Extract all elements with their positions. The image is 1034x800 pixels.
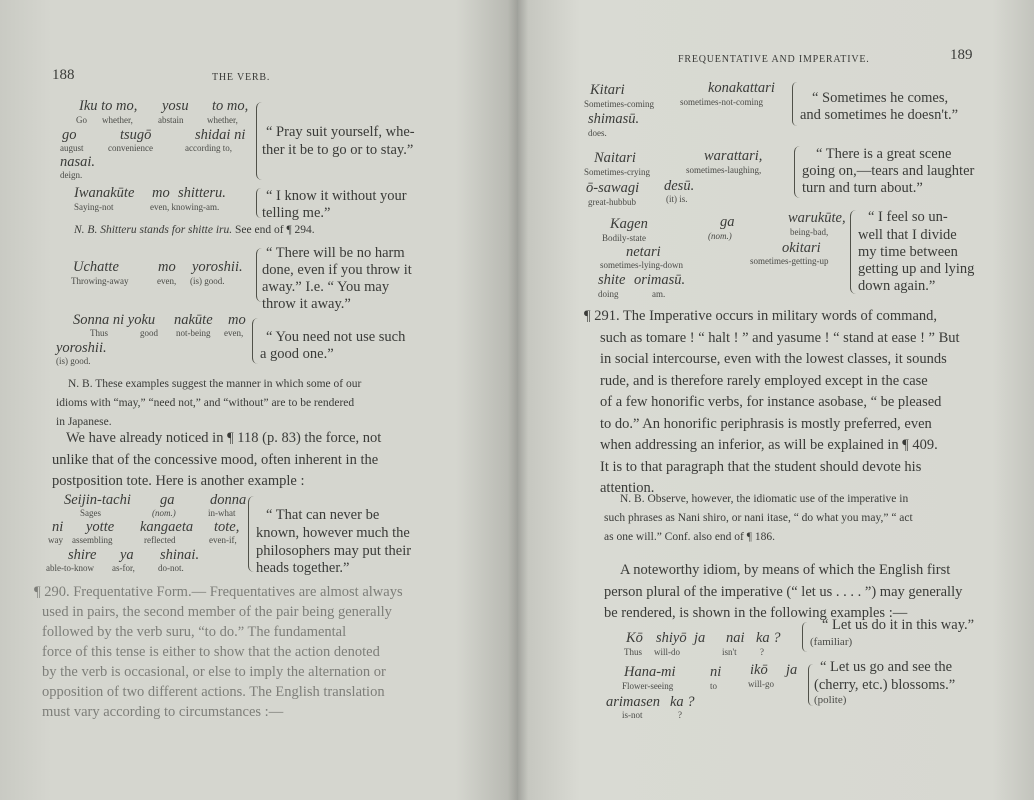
jp-word: ka ? — [670, 694, 695, 710]
jp-word: ni — [52, 519, 64, 535]
translation-line: “ You need not use such — [266, 329, 406, 345]
paragraph-line: postposition tote. Here is another example : — [52, 473, 305, 489]
paragraph-line: ¶ 291. The Imperative occurs in military words of command, — [584, 308, 938, 324]
gloss-word: Sometimes-coming — [584, 99, 654, 109]
jp-word: mo — [158, 259, 176, 275]
gloss-word: according to, — [185, 143, 232, 153]
paragraph-291-imperative — [584, 306, 1004, 500]
gloss-word: august — [60, 143, 84, 153]
translation-line: heads together.” — [256, 560, 350, 576]
translation-line: (cherry, etc.) blossoms.” — [814, 677, 956, 693]
running-head: FREQUENTATIVE AND IMPERATIVE. — [678, 54, 870, 65]
paragraph-line: in social intercourse, even with the lowest classes, it sounds — [600, 351, 947, 367]
paragraph-concessive — [52, 428, 452, 493]
gloss-word: way — [48, 535, 63, 545]
translation-line: throw it away.” — [262, 296, 351, 312]
gloss-word: deign. — [60, 170, 83, 180]
jp-word: orimasū. — [634, 272, 686, 288]
gloss-word: will-go — [748, 679, 774, 689]
gloss-word: Flower-seeing — [622, 681, 674, 691]
gloss-word: whether, — [207, 115, 238, 125]
translation-line: turn and turn about.” — [802, 180, 923, 196]
translation-line: and sometimes he doesn't.” — [800, 107, 959, 123]
gloss-word: does. — [588, 128, 607, 138]
gloss-word: reflected — [144, 535, 176, 545]
translation-line: “ There is a great scene — [816, 146, 952, 162]
gloss-word: Thus — [90, 328, 108, 338]
jp-word: ja — [786, 662, 798, 678]
translation-line: a good one.” — [260, 346, 334, 362]
gloss-word: in-what — [208, 508, 236, 518]
translation-line: ther it be to go or to stay.” — [262, 142, 414, 158]
translation-line: philosophers may put their — [256, 543, 412, 559]
paragraph-line: rude, and is therefore rarely employed except in the case — [600, 372, 928, 389]
paragraph-line: person plural of the imperative (“ let us . . . . ”) may generally — [604, 583, 963, 600]
jp-word: Naitari — [594, 150, 636, 166]
jp-word: ō-sawagi — [586, 180, 640, 196]
gloss-word: sometimes-lying-down — [600, 260, 683, 270]
paragraph-line: A noteworthy idiom, by means of which the English first — [620, 562, 951, 578]
translation-line: telling me.” — [262, 205, 331, 221]
jp-word: donna — [210, 492, 247, 508]
gloss-word: as-for, — [112, 563, 135, 573]
jp-word: ni — [710, 664, 722, 680]
gloss-word: (nom.) — [152, 508, 176, 518]
page-number: 189 — [950, 47, 973, 63]
jp-word: Uchatte — [73, 259, 119, 275]
paragraph-line: of a few honorific verbs, for instance asobase, “ be pleased — [600, 394, 942, 410]
gloss-word: even, knowing-am. — [150, 202, 220, 212]
gloss-word: convenience — [108, 143, 153, 153]
gloss-word: Go — [76, 115, 87, 125]
paragraph-line: attention. — [600, 480, 655, 496]
jp-word: shire — [68, 547, 97, 563]
gloss-word: do-not. — [158, 563, 184, 573]
jp-word: ga — [720, 214, 735, 230]
translation-line: away.” I.e. “ You may — [262, 279, 390, 295]
jp-word: Sonna ni yoku — [73, 312, 156, 328]
gloss-word: even, — [224, 328, 244, 338]
gloss-word: even, — [157, 276, 177, 286]
translation-line: “ That can never be — [266, 507, 380, 523]
gloss-word: is-not — [622, 710, 643, 720]
brace — [252, 318, 258, 364]
gloss-word: Sometimes-crying — [584, 167, 650, 177]
paragraph-line: followed by the verb suru, “to do.” The fundamental — [42, 624, 347, 640]
note-line: N. B. Observe, however, the idiomatic use of the imperative in — [620, 493, 909, 505]
jp-word: Iwanakūte — [74, 185, 135, 201]
jp-word: yosu — [162, 98, 189, 114]
brace — [850, 210, 856, 294]
jp-word: mo — [228, 312, 246, 328]
gloss-word: (is) good. — [190, 276, 225, 286]
paragraph-line: ¶ 290. Frequentative Form.— Frequentatives are almost always — [34, 584, 403, 600]
gloss-word: Throwing-away — [71, 276, 129, 286]
note-text: Shitteru stands for shitte iru. — [100, 224, 233, 236]
jp-word: Kagen — [610, 216, 648, 232]
note-examples — [56, 375, 446, 432]
gloss-word: being-bad, — [790, 227, 829, 237]
note-label: N. B. — [74, 224, 98, 236]
gloss-word: isn't — [722, 647, 737, 657]
jp-word: arimasen — [606, 694, 660, 710]
paragraph-line: unlike that of the concessive mood, often inherent in the — [52, 451, 379, 468]
jp-word: tote, — [214, 519, 240, 535]
gloss-word: abstain — [158, 115, 184, 125]
translation-line: my time between — [858, 244, 958, 260]
jp-word: ikō — [750, 662, 768, 678]
jp-word: Hana-mi — [624, 664, 676, 680]
jp-word: Kitari — [590, 82, 625, 98]
jp-word: warukūte, — [788, 210, 846, 226]
paragraph-line: force of this tense is either to show that the action denoted — [42, 644, 380, 660]
paragraph-line: It is to that paragraph that the student should devote his — [600, 458, 922, 475]
jp-word: desū. — [664, 178, 695, 194]
gloss-word: assembling — [72, 535, 113, 545]
jp-word: nakūte — [174, 312, 213, 328]
gloss-word: ? — [678, 710, 682, 720]
note-line: such phrases as Nani shiro, or nani itase, “ do what you may,” “ act — [604, 512, 913, 524]
jp-word: okitari — [782, 240, 821, 256]
brace — [794, 146, 800, 198]
translation-line: getting up and lying — [858, 261, 975, 277]
translation-line: down again.” — [858, 278, 936, 294]
register-label: (polite) — [814, 694, 847, 706]
paragraph-line: must vary according to circumstances :— — [42, 704, 284, 720]
gloss-word: able-to-know — [46, 563, 94, 573]
paragraph-line: to do.” An honorific periphrasis is mostly preferred, even — [600, 415, 932, 432]
gloss-word: Sages — [80, 508, 101, 518]
jp-word: shite — [598, 272, 626, 288]
paragraph-line: such as tomare ! “ halt ! ” and yasume ! “ stand at ease ! ” But — [600, 329, 960, 346]
translation-line: “ Sometimes he comes, — [812, 90, 949, 106]
gloss-word: doing — [598, 289, 619, 299]
note-idiomatic-imperative — [604, 490, 1004, 547]
jp-word: go — [62, 127, 77, 143]
jp-word: netari — [626, 244, 661, 260]
jp-word: Kō — [626, 630, 643, 646]
gloss-word: sometimes-laughing, — [686, 165, 762, 175]
paragraph-line: used in pairs, the second member of the pair being generally — [42, 604, 392, 620]
gloss-word: sometimes-not-coming — [680, 97, 763, 107]
note-line: N. B. These examples suggest the manner in which some of our — [68, 378, 362, 390]
jp-word: Iku to mo, — [79, 98, 138, 114]
paragraph-290-frequentative — [34, 582, 444, 722]
translation-line: “ Let us go and see the — [820, 659, 953, 675]
note-line: in Japanese. — [56, 416, 112, 428]
paragraph-line: We have already noticed in ¶ 118 (p. 83) the force, not — [66, 430, 382, 446]
translation-line: well that I divide — [858, 227, 957, 243]
jp-word: shidai ni — [195, 127, 246, 143]
jp-word: yotte — [86, 519, 115, 535]
paragraph-let-us-idiom — [604, 560, 1004, 625]
gloss-word: am. — [652, 289, 666, 299]
brace — [256, 188, 261, 218]
jp-word: shitteru. — [178, 185, 226, 201]
jp-word: ga — [160, 492, 175, 508]
brace — [248, 496, 254, 572]
jp-word: nasai. — [60, 154, 96, 170]
paragraph-line: be rendered, is shown in the following examples :— — [604, 605, 908, 621]
jp-word: konakattari — [708, 80, 775, 96]
jp-word: ya — [120, 547, 134, 563]
paragraph-line: by the verb is occasional, or else to imply the alternation or — [42, 664, 386, 680]
gloss-word: great-hubbub — [588, 197, 636, 207]
translation-line: “ I know it without your — [266, 188, 407, 204]
translation-line: done, even if you throw it — [262, 262, 412, 278]
gloss-word: (nom.) — [708, 231, 732, 241]
jp-word: warattari, — [704, 148, 763, 164]
jp-word: nai — [726, 630, 745, 646]
jp-word: mo — [152, 185, 170, 201]
jp-word: shinai. — [160, 547, 200, 563]
gloss-word: Saying-not — [74, 202, 114, 212]
gloss-word: Bodily-state — [602, 233, 646, 243]
jp-word: kangaeta — [140, 519, 194, 535]
jp-word: Seijin-tachi — [64, 492, 131, 508]
note-line: idioms with “may,” “need not,” and “without” are to be rendered — [56, 397, 355, 409]
translation-line: “ Let us do it in this way.” — [822, 617, 975, 633]
translation-line: known, however much the — [256, 525, 410, 541]
brace — [802, 622, 807, 652]
translation-line: “ I feel so un- — [868, 209, 948, 225]
gloss-word: ? — [760, 647, 764, 657]
translation-line: “ There will be no harm — [266, 245, 405, 261]
paragraph-line: when addressing an inferior, as will be explained in ¶ 409. — [600, 437, 938, 453]
gloss-word: not-being — [176, 328, 211, 338]
brace — [808, 664, 813, 706]
paragraph-line: opposition of two different actions. The English translation — [42, 684, 385, 700]
gloss-word: good — [140, 328, 158, 338]
jp-word: shimasū. — [588, 111, 640, 127]
translation-line: going on,—tears and laughter — [802, 163, 975, 179]
running-head: THE VERB. — [212, 72, 271, 83]
jp-word: ka ? — [756, 630, 781, 646]
jp-word: yoroshii. — [192, 259, 243, 275]
note-ref: See end of ¶ 294. — [235, 224, 315, 236]
register-label: (familiar) — [810, 636, 853, 648]
jp-word: shiyō — [656, 630, 687, 646]
jp-word: tsugō — [120, 127, 152, 143]
translation-line: “ Pray suit yourself, whe- — [266, 124, 415, 140]
gloss-word: even-if, — [209, 535, 237, 545]
gloss-word: whether, — [102, 115, 133, 125]
gloss-word: (it) is. — [666, 194, 688, 204]
gloss-word: Thus — [624, 647, 642, 657]
jp-word: ja — [694, 630, 706, 646]
jp-word: yoroshii. — [56, 340, 107, 356]
brace — [792, 82, 797, 126]
gloss-word: to — [710, 681, 718, 691]
note-line: as one will.” Conf. also end of ¶ 186. — [604, 531, 775, 543]
right-page — [518, 0, 1034, 800]
note-shitteru — [74, 221, 315, 240]
jp-word: to mo, — [212, 98, 249, 114]
gloss-word: will-do — [654, 647, 680, 657]
gloss-word: (is) good. — [56, 356, 91, 366]
gloss-word: sometimes-getting-up — [750, 256, 829, 266]
page-number: 188 — [52, 67, 75, 83]
